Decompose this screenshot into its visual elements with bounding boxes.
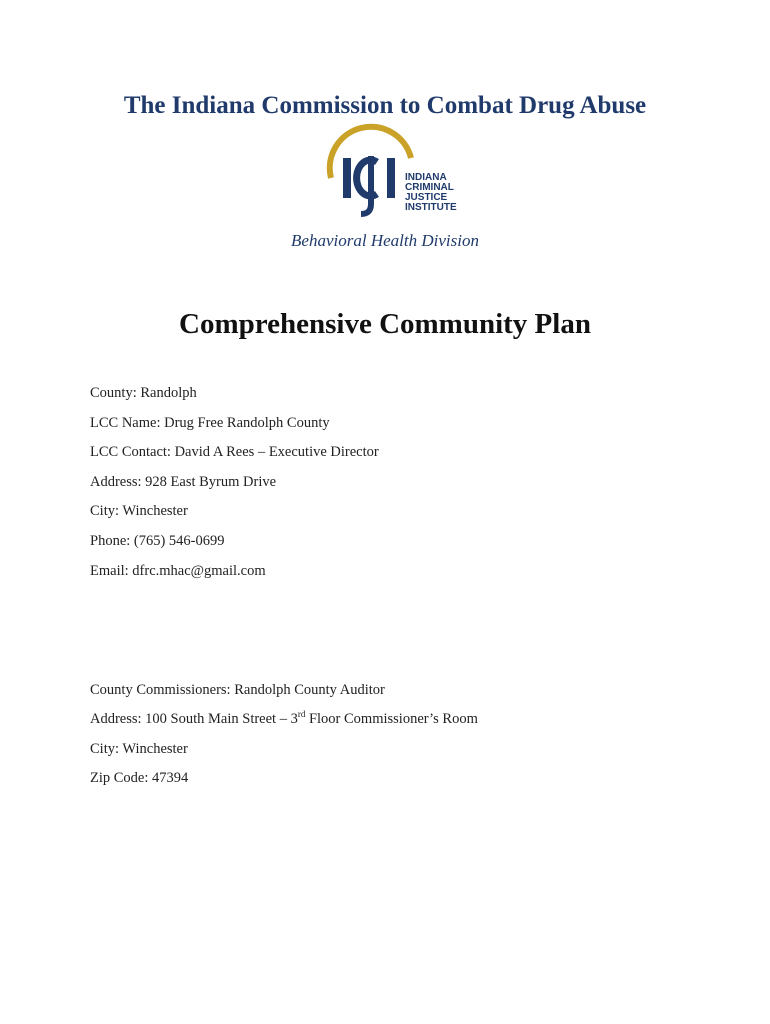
phone-field: Phone: (765) 546-0699 <box>90 533 225 549</box>
logo-letter-i <box>343 158 351 198</box>
address-field: Address: 928 East Byrum Drive <box>90 474 277 490</box>
logo-line-2: CRIMINAL <box>405 182 454 193</box>
logo-line-1: INDIANA <box>405 172 447 183</box>
logo-line-3: JUSTICE <box>405 192 448 203</box>
county-field: County: Randolph <box>90 385 197 401</box>
commissioners-address-suffix: Floor Commissioner’s Room <box>305 711 478 727</box>
commissioners-city-field: City: Winchester <box>90 741 188 757</box>
commissioners-address-ordinal: rd <box>297 709 306 719</box>
lcc-contact-field: LCC Contact: David A Rees – Executive Director <box>90 444 379 460</box>
email-field: Email: dfrc.mhac@gmail.com <box>90 563 266 579</box>
logo-letter-i-2 <box>387 158 395 198</box>
commissioners-address-field <box>90 711 478 728</box>
commission-title: The Indiana Commission to Combat Drug Abuse <box>123 92 647 119</box>
icji-logo-graphic <box>325 134 457 218</box>
icji-logo <box>325 134 457 218</box>
lcc-name-field: LCC Name: Drug Free Randolph County <box>90 415 330 431</box>
commissioners-field: County Commissioners: Randolph County Auditor <box>90 682 385 698</box>
commissioners-address-prefix: Address: 100 South Main Street – 3 <box>90 711 298 727</box>
city-field: City: Winchester <box>90 503 188 519</box>
logo-line-4: INSTITUTE <box>405 202 457 213</box>
division-name: Behavioral Health Division <box>291 231 479 250</box>
document-title: Comprehensive Community Plan <box>179 308 591 340</box>
zip-code-field: Zip Code: 47394 <box>90 770 189 786</box>
